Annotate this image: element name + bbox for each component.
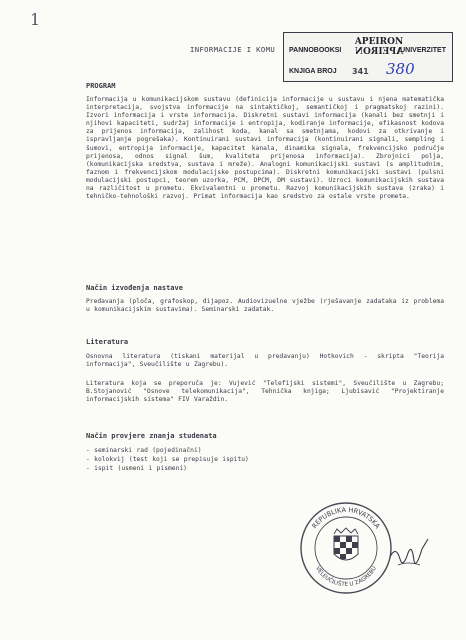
assessment-item: - seminarski rad (pojedinačni) xyxy=(86,447,202,454)
program-text: Informacija u komunikacijskom sustavu (definicija informacije u sustavu i njena matematička interpretacija, svojstva informacije na sintaktičkoj, semantičkoj i pragmatskoj razini). Izvori informacija i vrste informacija. Diskretni sustavi informacija (kanali bez smetnji i njihovi kapaciteti, sudržaj informacije i entropija, kodiranje informacije, efikasnost kodova za prijenos informacija, zalihost koda, kanal sa smetnjama, kodovi za otkrivanje i ispravljanje pogrešaka). Kontinuirani sustavi informacija (kontinuirani signali, sempling i šumovi, entropija informacije, kapacitet kanala, dinamika signala, frekvencijsko područje prijenosa, odnos signal šum, kvaliteta prijenosa informacija). Zbrojnici polja, (komunikacijska sredstva, sustava i mreže). Analogni komunikacijski sustavi (s amplitudnim, faznom i frekvencijskom modulacijske postupcima). Diskretni komunikacijski sustavi (pulsni modulacijski postupci, teorem uzorka, PCM, DPCM, DM sustavi). Uzroci komunikacijskih sustava na različitost u prometu. Ekvivalentni u prometu. Razvoj komunikacijskih sustava (zraka) i tehničko-tehnološki razvoj. Primat informacija kao sredstvo za ostale vrste prometa. xyxy=(86,96,444,201)
document-title: INFORMACIJE I KOMU xyxy=(190,45,276,54)
coat-of-arms-icon xyxy=(334,528,358,560)
official-seal xyxy=(298,500,394,596)
stamp-handwritten-prefix: 341 xyxy=(352,67,369,76)
literature-main-text: Osnovna literatura (tiskani materijal u predavanju) Hotkovich - skripta "Teorija informacija", Sveučilište u Zagrebu). xyxy=(86,353,444,369)
seal-lower-text: VELEUČILIŠTE U ZAGREBU xyxy=(314,565,378,588)
stamp-inventory-number: 380 xyxy=(386,60,415,78)
assessment-item: - kolokvij (test koji se prepisuje ispitu) xyxy=(86,456,249,463)
library-stamp xyxy=(283,32,453,82)
stamp-inventory-label: KNJIGA BROJ xyxy=(289,68,337,75)
stamp-university: UNIVERZITET xyxy=(400,47,446,54)
handwritten-signature xyxy=(388,535,430,575)
stamp-brand-name: APEIRON xyxy=(354,37,404,47)
methods-heading: Način izvođenja nastave xyxy=(86,284,183,292)
assessment-heading: Način provjere znanja studenata xyxy=(86,432,217,440)
methods-text: Predavanja (ploča, grafoskop, dijapoz. Audiovizuelne vježbe (rješavanje zadataka iz problema u komunikacijskim sustavima). Seminarski zadatak. xyxy=(86,298,444,314)
stamp-brand-mirrored: APEIRON xyxy=(354,47,404,57)
literature-heading: Literatura xyxy=(86,338,129,346)
literature-extra-text: Literatura koja se preporuča je: Vujević "Telefijski sistemi", Sveučilište u Zagrebu; B.Stojanović "Osnove telekomunikacija", Tehnička knjiga; Ljubisavić "Projektiranje informacijskih sistema" FIV Varaždin. xyxy=(86,380,444,404)
margin-pen-mark: 1 xyxy=(30,10,41,29)
program-heading: PROGRAM xyxy=(86,82,116,90)
seal-ring-text: REPUBLIKA HRVATSKA xyxy=(310,505,382,531)
stamp-institution: PANNOBOOKSI xyxy=(289,47,342,54)
assessment-item: - ispit (usmeni i pismeni) xyxy=(86,465,187,472)
